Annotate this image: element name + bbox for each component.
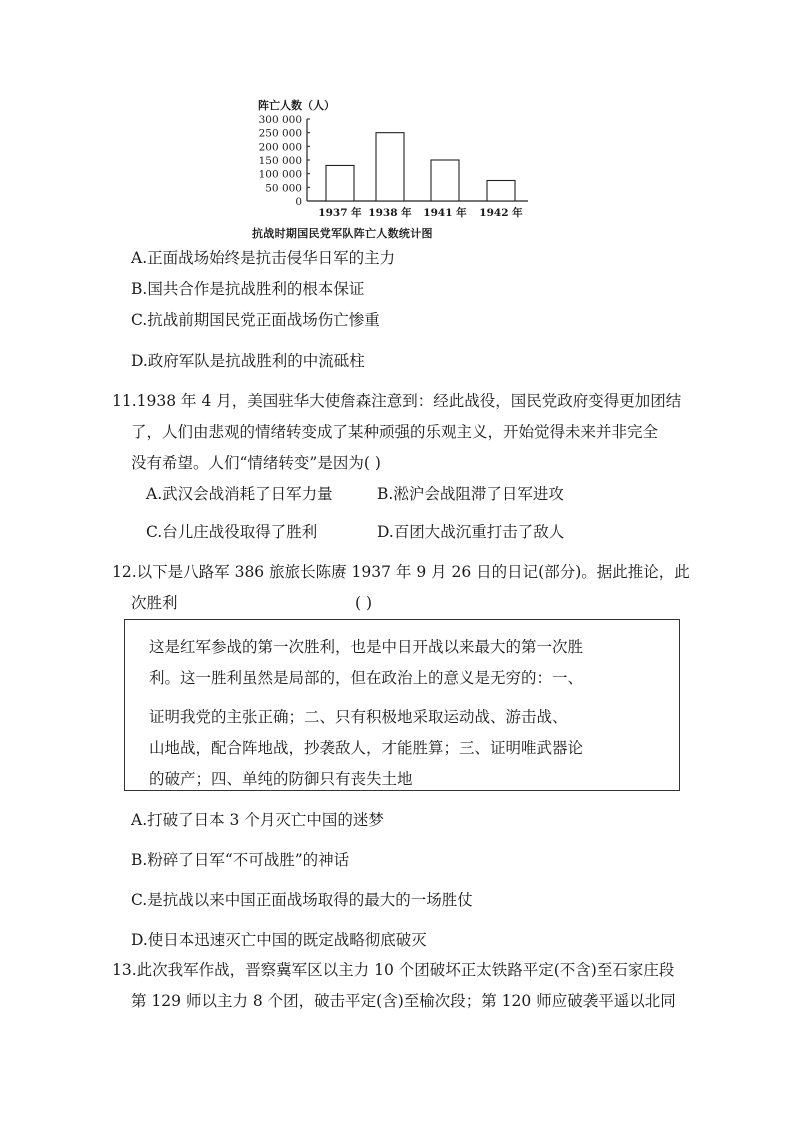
quote-line-5: 的破产；四、单纯的防御只有丧失土地 [149, 770, 413, 788]
quote-line-1: 这是红军参战的第一次胜利，也是中日开战以来最大的第一次胜 [149, 638, 584, 656]
q11-stem-line-1: 11.1938 年 4 月，美国驻华大使詹森注意到：经此战役，国民党政府变得更加团结 [112, 392, 682, 410]
q12-stem-line-1: 12.以下是八路军 386 旅旅长陈赓 1937 年 9 月 26 日的日记(部分)。据此推论，此 [112, 563, 690, 581]
q13-stem-line-1: 13.此次我军作战，晋察冀军区以主力 10 个团破坏正太铁路平定(不含)至石家庄段 [112, 961, 675, 979]
x-tick-label: 1941 年 [423, 207, 467, 219]
q10-option-d[interactable]: D.政府军队是抗战胜利的中流砥柱 [131, 352, 365, 370]
casualty-chart [250, 95, 550, 245]
q10-option-b[interactable]: B.国共合作是抗战胜利的根本保证 [131, 280, 365, 298]
bar [326, 165, 354, 201]
q10-option-c[interactable]: C.抗战前期国民党正面战场伤亡惨重 [131, 311, 380, 329]
q11-option-a[interactable]: A.武汉会战消耗了日军力量 [146, 485, 333, 503]
chart-title: 抗战时期国民党军队阵亡人数统计图 [252, 227, 433, 240]
y-tick-label: 250 000 [258, 127, 302, 140]
y-tick-label: 200 000 [258, 141, 302, 154]
quote-line-4: 山地战，配合阵地战，抄袭敌人，才能胜算；三、证明唯武器论 [149, 739, 584, 757]
bar [431, 160, 459, 201]
y-axis-label: 阵亡人数（人） [258, 99, 335, 112]
q11-option-d[interactable]: D.百团大战沉重打击了敌人 [377, 523, 565, 541]
q12-option-a[interactable]: A.打破了日本 3 个月灭亡中国的迷梦 [131, 811, 384, 829]
q12-stem-line-2: 次胜利 [131, 594, 178, 612]
q12-option-b[interactable]: B.粉碎了日军“不可战胜”的神话 [131, 851, 350, 869]
y-tick-label: 300 000 [258, 114, 302, 126]
x-tick-label: 1942 年 [479, 207, 523, 219]
x-tick-label: 1937 年 [318, 207, 362, 219]
bar [487, 181, 515, 202]
q11-option-b[interactable]: B.淞沪会战阻滞了日军进攻 [377, 485, 564, 503]
chart-canvas [250, 95, 550, 225]
y-tick-label: 50 000 [265, 182, 302, 195]
q11-stem-line-2: 了，人们由悲观的情绪转变成了某种顽强的乐观主义，开始觉得未来并非完全 [131, 423, 659, 441]
q11-option-c[interactable]: C.台儿庄战役取得了胜利 [146, 523, 318, 541]
diary-quote-box [124, 619, 680, 791]
q13-stem-line-2: 第 129 师以主力 8 个团，破击平定(含)至榆次段；第 120 师应破袭平遥以北同 [131, 992, 676, 1010]
y-tick-label: 0 [295, 196, 302, 208]
quote-line-3: 证明我党的主张正确；二、只有积极地采取运动战、游击战、 [149, 708, 568, 726]
x-tick-label: 1938 年 [368, 207, 412, 219]
y-tick-label: 150 000 [258, 155, 302, 167]
q12-option-c[interactable]: C.是抗战以来中国正面战场取得的最大的一场胜仗 [131, 891, 473, 909]
q11-stem-line-3: 没有希望。人们“情绪转变”是因为( ) [131, 454, 381, 472]
y-tick-label: 100 000 [258, 168, 302, 181]
q12-option-d[interactable]: D.使日本迅速灭亡中国的既定战略彻底破灭 [131, 931, 427, 949]
q12-answer-blank: ( ) [355, 594, 373, 612]
q10-option-a[interactable]: A.正面战场始终是抗击侵华日军的主力 [131, 249, 396, 267]
quote-line-2: 利。这一胜利虽然是局部的，但在政治上的意义是无穷的：一、 [149, 669, 584, 687]
bar [376, 133, 404, 201]
